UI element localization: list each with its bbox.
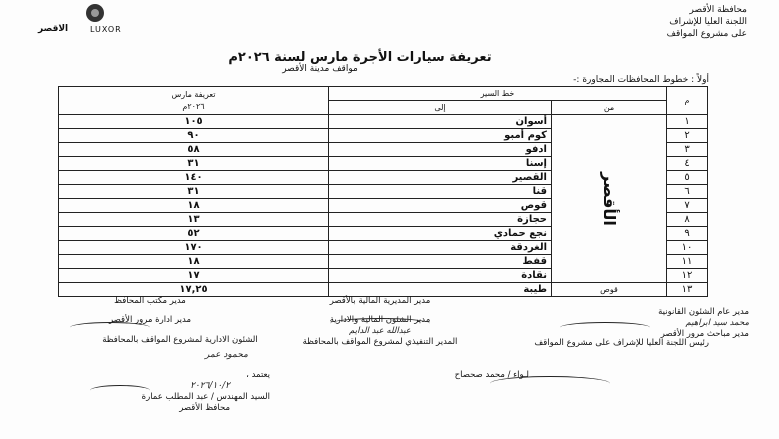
finance-affairs: مدير الشئون المالية والادارية <box>329 315 431 325</box>
row-number: ٢ <box>667 129 708 143</box>
row-number: ٩ <box>667 227 708 241</box>
destination-cell: ادفو <box>329 143 552 157</box>
fare-cell: ٩٠ <box>59 129 329 143</box>
fare-cell: ١٧,٢٥ <box>59 283 329 297</box>
section-label: أولاً : خطوط المحافظات المجاورة :- <box>573 75 709 85</box>
row-number: ٤ <box>667 157 708 171</box>
legal-general-manager: مدير عام الشئون القانونية <box>658 307 749 317</box>
office-signature-block <box>60 296 300 346</box>
row-number: ١١ <box>667 255 708 269</box>
table-row <box>59 115 708 129</box>
destination-cell: طيبة <box>329 283 552 297</box>
logo-english: LUXOR <box>90 25 122 34</box>
origin-cell: قوص <box>552 283 667 297</box>
fare-cell: ٣١ <box>59 157 329 171</box>
fare-cell: ٥٢ <box>59 227 329 241</box>
header-fare-line2: ٢٠٢٦م <box>182 101 205 111</box>
destination-cell: القصير <box>329 171 552 185</box>
row-number: ١٣ <box>667 283 708 297</box>
fare-cell: ٣١ <box>59 185 329 199</box>
header-to: إلى <box>329 101 552 115</box>
destination-cell: الغردقة <box>329 241 552 255</box>
fare-cell: ١٨ <box>59 199 329 213</box>
row-number: ١٠ <box>667 241 708 255</box>
general-signature: لـواء / محمد صحصاح <box>454 370 529 380</box>
fares-table-body <box>59 115 708 297</box>
traffic-manager: مدير ادارة مرور الأقصر <box>108 315 192 325</box>
row-number: ٥ <box>667 171 708 185</box>
signature-scribble <box>560 322 650 333</box>
row-number: ٣ <box>667 143 708 157</box>
emblem-icon <box>86 4 104 22</box>
destination-cell: قنا <box>329 185 552 199</box>
destination-cell: حجازة <box>329 213 552 227</box>
legal-name: محمد سيد ابراهيم <box>685 318 749 328</box>
row-number: ١٢ <box>667 269 708 283</box>
governorate-header <box>627 4 747 40</box>
gov-line-3: على مشروع المواقف <box>666 29 747 39</box>
office-manager: مدير مكتب المحافظ <box>114 296 186 306</box>
approve-name: السيد المهندس / عبد المطلب عمارة <box>141 392 270 402</box>
fare-cell: ١٨ <box>59 255 329 269</box>
header-route: خط السير <box>329 87 667 101</box>
destination-cell: أسوان <box>329 115 552 129</box>
approve-label: يعتمد ، <box>246 370 270 380</box>
fares-table <box>58 86 708 297</box>
approve-date: ٢٠٢٦/١٠/٢ <box>190 381 230 391</box>
destination-cell: قفط <box>329 255 552 269</box>
row-number: ٧ <box>667 199 708 213</box>
gov-line-2: اللجنة العليا للإشراف <box>669 17 747 27</box>
header-from: من <box>552 101 667 115</box>
destination-cell: نجع حمادي <box>329 227 552 241</box>
origin-cell <box>552 115 667 283</box>
destination-cell: كوم أمبو <box>329 129 552 143</box>
document-subtitle: مواقف مدينة الأقصر <box>282 64 358 74</box>
fare-cell: ١٧٠ <box>59 241 329 255</box>
admin-affairs: الشئون الادارية لمشروع المواقف بالمحافظة <box>102 335 258 345</box>
fare-cell: ١٠٥ <box>59 115 329 129</box>
header-fare <box>59 87 329 115</box>
destination-cell: إسنا <box>329 157 552 171</box>
document-title: تعريفة سيارات الأجرة مارس لسنة ٢٠٢٦م <box>228 50 492 65</box>
luxor-logo <box>38 4 148 38</box>
signature-scribble <box>490 376 610 391</box>
row-number: ٨ <box>667 213 708 227</box>
logo-arabic: الاقصر <box>38 24 69 34</box>
committee-head: رئيس اللجنة العليا للإشراف على مشروع المواقف <box>534 338 709 348</box>
traffic-investigations: مدير مباحث مرور الأقصر <box>660 329 749 339</box>
signature-scribble <box>70 322 150 333</box>
destination-cell: قوص <box>329 199 552 213</box>
note-name: محمود عمر <box>205 350 248 360</box>
gov-line-1: محافظة الأقصر <box>689 5 747 15</box>
signature-scribble <box>90 385 150 396</box>
header-num: م <box>667 87 708 115</box>
approve-title: محافظ الأقصر <box>179 403 230 413</box>
destination-cell: نقادة <box>329 269 552 283</box>
fare-cell: ٥٨ <box>59 143 329 157</box>
origin-label: الأقصر <box>599 171 619 226</box>
fare-cell: ١٤٠ <box>59 171 329 185</box>
row-number: ٦ <box>667 185 708 199</box>
finance-name: عبدالله عبد الدايم <box>349 326 411 336</box>
fare-cell: ١٣ <box>59 213 329 227</box>
table-row <box>59 283 708 297</box>
finance-director: مدير المديرية المالية بالأقصر <box>329 296 431 306</box>
header-fare-line1: تعريفة مارس <box>171 89 216 99</box>
note-signature <box>205 350 248 361</box>
fare-cell: ١٧ <box>59 269 329 283</box>
executive-director: المدير التنفيذي لمشروع المواقف بالمحافظة <box>302 337 458 347</box>
signature-scribble <box>330 318 430 329</box>
row-number: ١ <box>667 115 708 129</box>
